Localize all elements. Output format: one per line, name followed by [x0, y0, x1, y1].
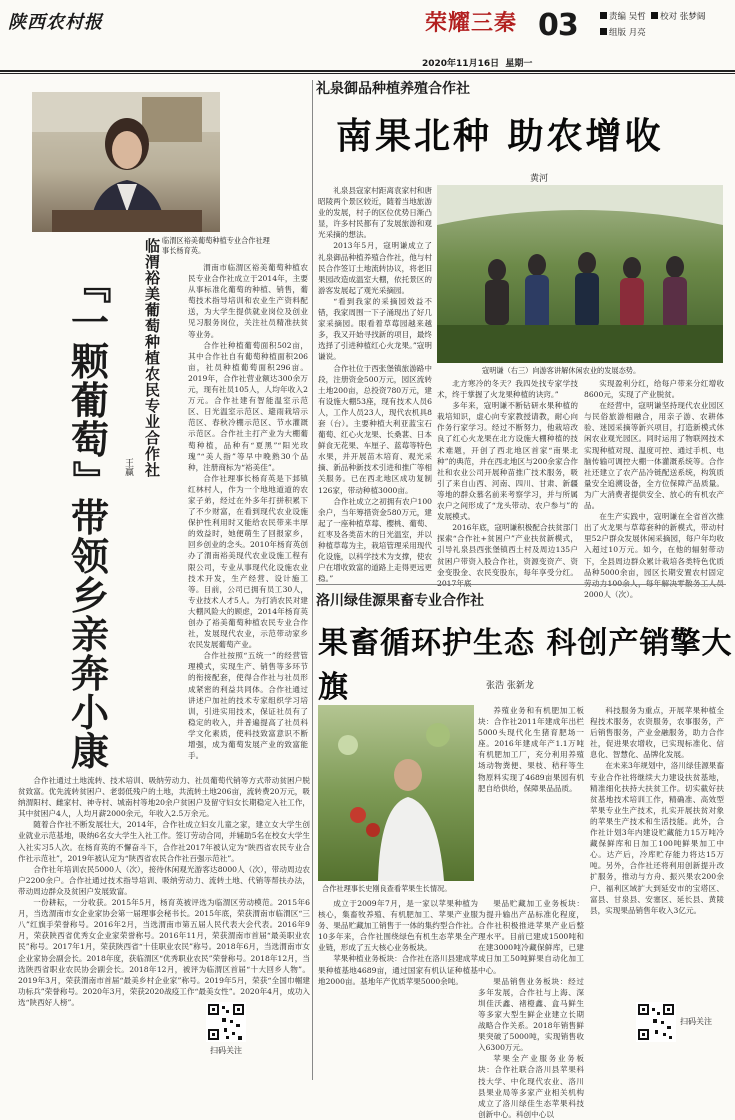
qr-label-right: 扫码关注 — [680, 1017, 712, 1026]
bottom-article-col3: 科技服务为重点，开展苹果种植全程技术服务，农资服务，农事服务，产后销售服务，产业金融服务，助力合作社，促进果农增收，已实现标准化、信息化、智慧化、品牌化发展。 在未来3年规划中，洛川绿佳源果畜专业合作社将继续大力建设扶贫基地，精准细化扶持大扶贫工作。切实截好扶贫基地技术培训工作，精确准、高效型苹果专业生产技术，扎实开展扶贫对象的苹果生产技术和生活技能。此外，合作社计划3年内建设贮藏能力15万吨冷藏保鲜库和日加工100吨鲜果加工中心。达产后，冷库贮存能力将达15万吨。另外，合作社还将利用创新提升改扩服务，推动与方舟、振兴果农200余户、福利区域扩大到延安市的宝塔区、富县、甘泉县、安塞区、延长县、黄陵县，实现果品销售年收入3亿元。 — [590, 706, 724, 915]
staff-line-1: 责编 吴哲 校对 张梦阔 — [600, 10, 705, 22]
bottom-article-kicker: 洛川绿佳源果畜专业合作社 — [316, 593, 484, 609]
headline-char: 康 — [70, 730, 109, 774]
section-divider — [316, 584, 726, 585]
top-article-byline: 黄河 — [530, 174, 549, 184]
paper-logo: 陕西农村报 — [8, 12, 103, 33]
staff-line-2: 组版 月亮 — [600, 26, 646, 38]
portrait-caption: 临渭区裕美葡萄种植专业合作社理事长杨育英。 — [162, 236, 270, 255]
headline-char: 一 — [70, 301, 109, 345]
masthead-rule — [0, 70, 735, 72]
greenhouse-caption: 寇明谦（右三）向游客讲解休闲农业的发展态势。 — [482, 366, 641, 375]
qr-label-left: 扫码关注 — [210, 1046, 242, 1055]
headline-char: 小 — [70, 691, 109, 735]
headline-char: 奔 — [70, 652, 109, 696]
masthead-rule-thin — [0, 73, 735, 74]
headline-char: 领 — [70, 535, 109, 579]
headline-char: 葡 — [70, 379, 109, 423]
left-body-col2: 合作社通过土地流转、技术培训、吸纳劳动力、社员葡萄代销等方式带动贫困户脱贫致富。优先流转贫困户、老弱低残户的土地，共流转土地206亩，流转费20万元，吸纳渭阳村、雌家村、神寺村、城南村等地20余户贫困户及留守妇女长期稳定入社工作，其中贫困户4人，人均月薪2000余元，年收入2.5万余元。 随着合作社不断发展壮大，2014年，合作社成立妇女儿童之家，建立女大学生创业就业示范基地，吸纳6名女大学生入社工作。签订劳动合同，并辅助5名在校女大学生入社实习5人次。在杨育英的不懈奋斗下，合作社2017年被认定为“陕西省农民专业合作社示范社”，2019年被认定为“陕西省农民合作社百强示范社”。 合作社年培训农民5000人（次），接待休闲观光游客达8000人（次），带动周边农户2200余户。合作社通过技术指导培训、吸纳劳动力、流转土地、代销等帮扶办法，带动周边群众及贫困户发展致富。 一份耕耘，一分收获。2015年5月，杨育英被评选为临渭区劳动模范。2015年6月，当选渭南市女企业家协会第一届理事会秘书长。2015年底，荣获渭南市临渭区“三八”红旗手荣誉称号。2016年2月，当选渭南市第五届人民代表大会代表。2016年9月，荣获陕西省优秀女企业家荣誉称号。2016年11月，荣获渭南市首届“最美职业农民”称号。2017年1月，荣获陕西省“十佳职业农民”称号。2018年6月，当选渭南市女企业家协会副会长。2018年度，获临渭区“优秀职业农民”荣誉称号。2018年12月，当选陕西省职业农民协会副会长。2018年12月，被评为临渭区首届“十大回乡人物”。2019年3月，荣获渭南市首届“最美乡村企业家”称号。2019年5月，荣获“全国巾帼建功标兵”荣誉称号。2020年3月，荣获2020战疫工作“最美女性”。2020年4月，成功入选“陕西好人榜”。 — [18, 776, 310, 1007]
qr-code-left[interactable] — [206, 1002, 246, 1042]
top-article-kicker: 礼泉御品种植养殖合作社 — [316, 81, 470, 97]
page-number: 03 — [538, 8, 578, 43]
date-line: 2020年11月16日 星期一 — [422, 59, 533, 69]
column-divider — [312, 80, 313, 1080]
left-kicker: 临渭裕美葡萄种植农民专业合作社 — [143, 238, 161, 478]
bottom-article-headline: 果畜循环护生态 科创产销擎大旗 — [318, 626, 733, 705]
portrait-photo — [32, 92, 220, 232]
bottom-article-byline: 张浩 张新龙 — [486, 681, 534, 691]
top-article-headline: 南果北种 助农增收 — [336, 116, 664, 157]
top-article-col1: 礼泉县寇家村距离袁家村和唐昭陵两个景区较近，随着当地旅游业的发展，村子的区位优势日渐凸显，许多村民都有了发展旅游和观光采摘的想法。 2013年5月，寇明谦成立了礼泉御品种植养殖合作社，他与村民合作签订土地流转协议，将老旧果园改造成温室大棚，依托景区的游客发展起了观光采摘园。 “看到我家的采摘园效益不错，我家周围一下子涌现出了好几家采摘园。眼看着草莓园越来越多，我又开始寻找新的项目，最终选择了引进种植红心火龙果。”寇明谦说。 合作社位于西张堡镇旅游路中段，注册资金500万元，园区流转土地200亩，总投资780万元，建有设施大棚53座，现有技术人员6人，工作人员23人，现代农机具8套（台）。主要种植大利亚蓝宝石葡萄、红心火龙果、长桑葚、日本鲜食无花果、车厘子、蓝莓等特色水果，并开展苗木培育、观光采摘、新品种新技术引进和推广等相关服务。已在西北地区成功复制126家，带动种植3000亩。 合作社成立之初拥有农户100余户，当年筹措资金580万元，建起了一座种植草莓、樱桃、葡萄、红枣及各类苗木的日光温室，并以种植草莓为主，栽培管理采用现代化设施，以科学技术为支撑，使农户在增收致富的道路上走得更远更稳。” — [318, 186, 432, 584]
bottom-article-col2: 果品贮藏加工业务板块：为提升输出产品标准化程度，合作社积极推进苹果产业后整理水平。目前已建成1500吨和在建3000吨冷藏保鲜库，已建成日加工50吨鲜果自动化加工中心。 果品销售业务板块：经过多年发展，合作社与上海、深圳佳沃鑫、褚橙鑫、盒马鲜生等多家大型生鲜企业建立长期战略合作关系。2018年销售鲜果突破了5000吨，实现销售收入6300万元。 苹果全产业服务业务板块：合作社联合洛川县苹果科技大学、中化现代农业、洛川县果业局等多家产业相关机构成立了洛川绿佳生态苹果科技创新中心。科创中心以 — [478, 899, 584, 1119]
headline-char: 萄 — [70, 418, 109, 462]
left-body-col1: 渭南市临渭区裕美葡萄种植农民专业合作社成立于2014年，主要从事标准化葡萄的种植、销售，葡萄技术指导培训和农业生产资料配送，为大学生提供就业岗位及创业见习服务岗位，关注社员精准扶贫等业务。 合作社种植葡萄面积502亩，其中合作社自有葡萄种植面积206亩，社员种植葡萄面积296亩。2019年，合作社营业额达300余万元，现有社员105人，人均年收入2万元。合作社建有智能温室示范区、日光温室示范区、避雨栽培示范区、春秋冷棚示范区、节水灌溉示范区。合作社主打产业为大棚葡萄种植，品种有“夏黑”“阳光玫瑰”“美人指”等早中晚熟30个品种，注册商标为“裕美佳”。 合作社理事长杨育英是下邽镇红林村人，作为一个地地道道的农家子弟，经过在外多年打拼积累下了不少财富，在看到现代农业设施保护性利用时又能给农民带来丰厚的效益时，她便萌生了回报家乡，回乡创业的念头。2010年杨育英创办了渭南裕美现代农业设施工程有限公司，专业从事现代化设施农业技术开发，生产经营、设计施工等。目前，公司已拥有员工30人，专业技术人才5人。为打消农民对建大棚风险大的顾虑，2014年杨育英创办了裕美葡萄种植农民专业合作社，发展现代农业，示范带动家乡农民发展葡萄产业。 合作社按照“五统一”的经营管理模式，实现生产、销售等多环节的衔接配套，使得合作社与社员形成紧密的利益共同体。合作社通过讲述户加社的技术专家组织学习培训，引进实用技术，保证社员有了稳定的收入，并普遍提高了社员科学文化素质，使科技致富意识不断增强，成为葡萄发展产业的致富能手。 — [188, 263, 308, 761]
square-bullet-icon — [600, 12, 607, 19]
headline-char: 『 — [68, 265, 113, 304]
qr-code-right[interactable] — [636, 1002, 676, 1042]
square-bullet-icon — [651, 12, 658, 19]
left-byline: 王赢 — [123, 458, 133, 476]
headline-char: 』 — [68, 460, 113, 499]
headline-char: 带 — [70, 496, 109, 540]
greenhouse-photo — [437, 185, 723, 363]
bottom-article-col1-top: 养殖业务和有机肥加工板块：合作社2011年建成年出栏5000头现代化生猪育肥场一座。2016年建成年产1.1万吨有机肥加工厂，充分利用养殖场动物粪便、果枝、秸秆等生物原料实现了4689亩果园有机肥自给供给，保障果品品质。 — [478, 706, 584, 793]
top-article-col3: 实现盈利分红，给每户带来分红增收8600元，实现了产业脱贫。 在经营中，寇明谦坚持现代农业园区与民俗旅游相融合，用亲子游、农耕体验、迷园采摘等新兴项目，打造新模式休闲农业观光园区。同时运用了物联网技术实现种植对现、温度可控、通过手机、电脑传输可调控大棚一体灌溉系统等。合作社还建立了农产品冷链配送系统，构筑质量安全追溯设备，全方位保障产品质量。为广大消费者提供安全、放心的有机农产品。 在生产实践中，寇明谦在全省首次推出了火龙果与草莓套种的新模式，带动村里52户群众发展休闲采摘园，每户年均收入超过10万元。如今，在他的辐射带动下，全县周边群众累计栽培各类特色优质品种5000余亩，园区长期安置农村固定 2000人（次）。 — [584, 379, 724, 599]
top-article-col2: 北方寒冷的冬天？我四处找专家学技术，终于掌握了火龙果种植的诀窍。” 多年来，寇明谦不断钻研水果种植的栽培知识，虚心向专家教授请教，耐心向作务行家学习。经过不断努力，他栽培改良了红心火龙果在北方设施大棚种植的技术难题，开创了西北地区首家“南果北种”的典范，并在西北地区与200余家合作社和农业公司开展种苗推广技术服务，吸引了来自山西、河南、四川、甘肃、新疆等地的群众慕名前来考察学习，并与所属农户之间形成了“龙头带动、农户参与”的发展模式。 2016年底，寇明谦积极配合扶贫部门探索“合作社+贫困户”产业扶贫新模式，引导礼泉县西张堡镇西土村及周边135户贫困户带资入股合作社，资源变资产、资金变股金、农民变股东，每年享受分红。 — [437, 379, 578, 577]
square-bullet-icon — [600, 28, 607, 35]
headline-char: 乡 — [70, 574, 109, 618]
headline-char: 亲 — [70, 613, 109, 657]
left-headline — [45, 265, 135, 785]
orchard-caption: 合作社理事长史刚良查看苹果生长情况。 — [322, 884, 452, 893]
headline-char: 颗 — [70, 340, 109, 384]
section-title: 荣耀三秦 — [425, 11, 518, 36]
orchard-photo — [318, 705, 474, 881]
bottom-article-col1: 成立于2009年7月，是一家以苹果种植为核心，集畜牧养殖、有机肥加工、苹果产业服务、果品贮藏加工销售于一体的集约型合作社。10多年来，合作社围绕绿色有机生态苹果全产业链，形成了五大核心业务板块。 苹果种植业务板块：合作社在洛川县建成苹果种植基地4689亩，通过国家有机认证种植基地2000亩。基地年产优质苹果5000余吨。 — [318, 899, 478, 986]
